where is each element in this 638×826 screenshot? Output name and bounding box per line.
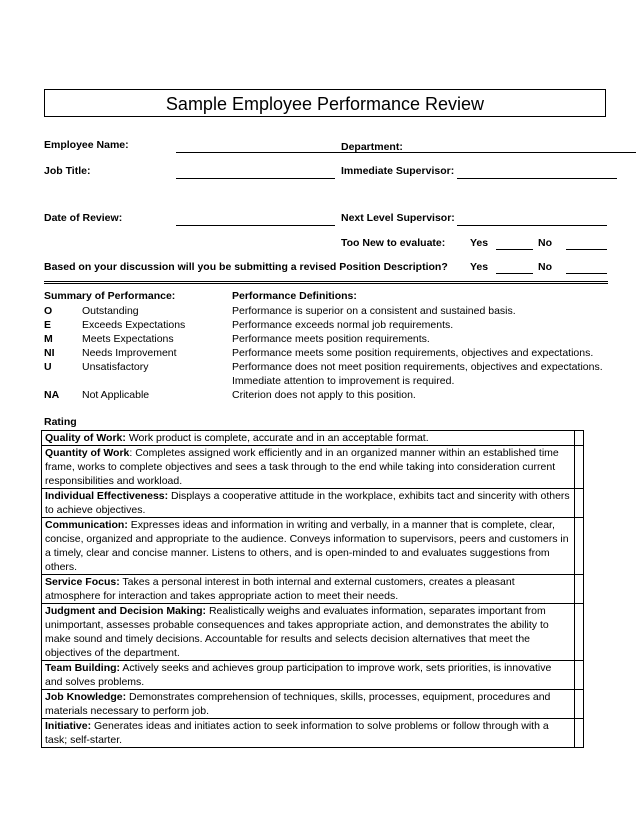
criterion-cell xyxy=(42,489,575,518)
rating-definition: Performance does not meet position requirements, objectives and expectations. xyxy=(232,361,603,373)
rating-code: M xyxy=(44,333,53,345)
summary-heading: Summary of Performance: xyxy=(44,290,176,302)
rating-code: U xyxy=(44,361,52,373)
criterion-text: Displays a cooperative attitude in the workplace, exhibits tact and sincerity with others to achieve objectives. xyxy=(45,490,570,516)
table-row xyxy=(42,604,584,661)
too-new-yes-line[interactable] xyxy=(496,249,533,250)
job-title-line[interactable] xyxy=(176,178,335,179)
department-label: Department: xyxy=(341,141,403,153)
employee-name-line[interactable] xyxy=(176,152,636,153)
rating-box[interactable] xyxy=(575,604,584,661)
criterion-text: Expresses ideas and information in writing and verbally, in a manner that is complete, clear, concise, organized and appropriate to the audience. Conveys information to supervisors, peers and customers in a timely, clear and concise manner. Listens to others, and is open-minded to and evaluates suggestions from others. xyxy=(45,519,569,573)
criterion-text: : Completes assigned work efficiently and in an organized manner within an established time frame, works to complete objectives and sees a task through to the end while taking into consideration current responsibilities and workload. xyxy=(45,447,559,487)
rating-name: Meets Expectations xyxy=(82,333,174,345)
criterion-label: Judgment and Decision Making: xyxy=(45,605,207,617)
employee-name-label: Employee Name: xyxy=(44,139,129,151)
definitions-heading: Performance Definitions: xyxy=(232,290,357,302)
immediate-supervisor-label: Immediate Supervisor: xyxy=(341,165,455,177)
rating-table xyxy=(41,430,584,748)
criterion-label: Initiative: xyxy=(45,720,92,732)
rating-code: E xyxy=(44,319,52,331)
rating-definition: Performance exceeds normal job requirements. xyxy=(232,319,454,331)
table-row xyxy=(42,431,584,446)
criterion-cell xyxy=(42,446,575,489)
too-new-yes-label: Yes xyxy=(470,237,489,249)
rating-box[interactable] xyxy=(575,489,584,518)
rating-box[interactable] xyxy=(575,446,584,489)
date-of-review-line[interactable] xyxy=(176,225,335,226)
rating-definition: Criterion does not apply to this position. xyxy=(232,389,416,401)
date-of-review-label: Date of Review: xyxy=(44,212,123,224)
table-row xyxy=(42,575,584,604)
rating-definition: Performance is superior on a consistent and sustained basis. xyxy=(232,305,516,317)
job-title-label: Job Title: xyxy=(44,165,91,177)
revised-pd-no-label: No xyxy=(538,261,552,273)
revised-pd-label: Based on your discussion will you be submitting a revised Position Description? xyxy=(44,261,448,273)
rating-name: Outstanding xyxy=(82,305,139,317)
table-row xyxy=(42,446,584,489)
too-new-label: Too New to evaluate: xyxy=(341,237,446,249)
rating-name: Not Applicable xyxy=(82,389,150,401)
rating-code: O xyxy=(44,305,53,317)
rating-box[interactable] xyxy=(575,575,584,604)
criterion-cell xyxy=(42,604,575,661)
rating-heading: Rating xyxy=(44,416,77,428)
table-row xyxy=(42,719,584,748)
rating-definition: Performance meets position requirements. xyxy=(232,333,430,345)
table-row xyxy=(42,518,584,575)
criterion-label: Quantity of Work xyxy=(45,447,130,459)
rating-code: NA xyxy=(44,389,60,401)
rating-code: NI xyxy=(44,347,55,359)
rating-box[interactable] xyxy=(575,661,584,690)
criterion-cell xyxy=(42,719,575,748)
criterion-label: Individual Effectiveness: xyxy=(45,490,169,502)
table-row xyxy=(42,489,584,518)
criterion-cell xyxy=(42,431,575,446)
section-divider xyxy=(44,281,608,284)
criterion-text: Realistically weighs and evaluates information, separates important from unimportant, assesses probable consequences and takes appropriate action, and demonstrates the ability to make sound and timely decisions. Accountable for results and selects decision alternatives that meet the objectives of the department. xyxy=(45,605,549,659)
criterion-label: Communication: xyxy=(45,519,128,531)
criterion-cell xyxy=(42,661,575,690)
criterion-label: Team Building: xyxy=(45,662,121,674)
next-level-supervisor-label: Next Level Supervisor: xyxy=(341,212,455,224)
rating-name: Exceeds Expectations xyxy=(82,319,186,331)
rating-name: Needs Improvement xyxy=(82,347,177,359)
criterion-text: Takes a personal interest in both internal and external customers, creates a pleasant atmosphere for interaction and takes appropriate action to meet their needs. xyxy=(45,576,515,602)
criterion-cell xyxy=(42,518,575,575)
table-row xyxy=(42,661,584,690)
criterion-text: Work product is complete, accurate and in an acceptable format. xyxy=(125,432,429,444)
table-row xyxy=(42,690,584,719)
criterion-cell xyxy=(42,690,575,719)
rating-box[interactable] xyxy=(575,719,584,748)
page-title: Sample Employee Performance Review xyxy=(44,89,606,117)
revised-pd-yes-line[interactable] xyxy=(496,273,533,274)
criterion-label: Service Focus: xyxy=(45,576,120,588)
criterion-cell xyxy=(42,575,575,604)
rating-name: Unsatisfactory xyxy=(82,361,149,373)
rating-definition: Performance meets some position requirements, objectives and expectations. xyxy=(232,347,594,359)
criterion-label: Quality of Work: xyxy=(45,432,126,444)
criterion-label: Job Knowledge: xyxy=(45,691,127,703)
criterion-text: Actively seeks and achieves group participation to improve work, sets priorities, is innovative and solves problems. xyxy=(45,662,552,688)
rating-box[interactable] xyxy=(575,518,584,575)
criterion-text: Generates ideas and initiates action to seek information to solve problems or follow through with a task; self-starter. xyxy=(45,720,549,746)
criterion-text: Demonstrates comprehension of techniques, skills, processes, equipment, procedures and materials necessary to perform job. xyxy=(45,691,551,717)
rating-definition-continued: Immediate attention to improvement is required. xyxy=(232,375,455,387)
too-new-no-line[interactable] xyxy=(566,249,607,250)
revised-pd-no-line[interactable] xyxy=(566,273,607,274)
revised-pd-yes-label: Yes xyxy=(470,261,489,273)
rating-box[interactable] xyxy=(575,431,584,446)
next-level-supervisor-line[interactable] xyxy=(457,225,607,226)
immediate-supervisor-line[interactable] xyxy=(457,178,617,179)
too-new-no-label: No xyxy=(538,237,552,249)
rating-box[interactable] xyxy=(575,690,584,719)
